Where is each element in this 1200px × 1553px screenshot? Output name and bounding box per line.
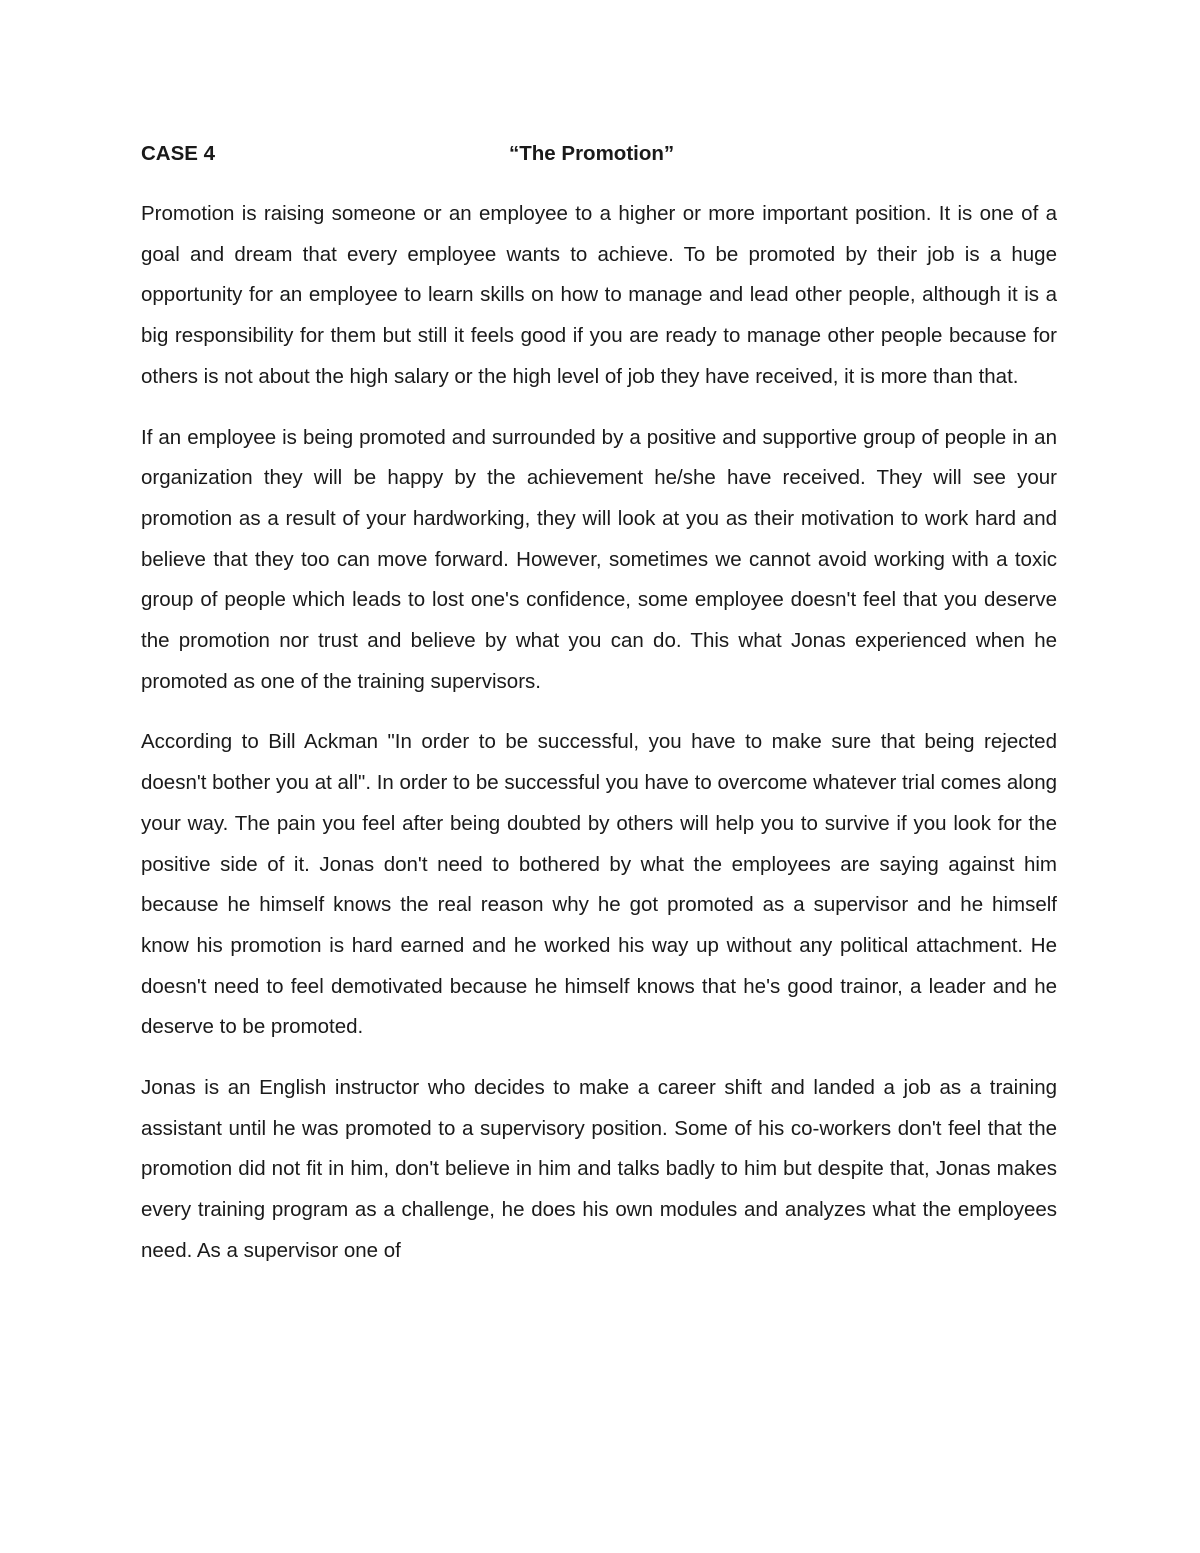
- case-heading: [141, 142, 1061, 172]
- case-label: CASE 4: [141, 142, 216, 165]
- paragraph-2: If an employee is being promoted and surrounded by a positive and supportive group of people in an organization they will be happy by the achievement he/she have received. They will see your promotion as a result of your hardworking, they will look at you as their motivation to work hard and believe that they too can move forward. However, sometimes we cannot avoid working with a toxic group of people which leads to lost one's confidence, some employee doesn't feel that you deserve the promotion nor trust and believe by what you can do. This what Jonas experienced when he promoted as one of the training supervisors.: [141, 425, 1057, 693]
- paragraph-4: Jonas is an English instructor who decides to make a career shift and landed a job as a training assistant until he was promoted to a supervisory position. Some of his co-workers don't feel that the promotion did not fit in him, don't believe in him and talks badly to him but despite that, Jonas makes every training program as a challenge, he does his own modules and analyzes what the employees need. As a supervisor one of: [141, 1076, 1057, 1262]
- paragraph-1: Promotion is raising someone or an employee to a higher or more important position. It is one of a goal and dream that every employee wants to achieve. To be promoted by their job is a huge opportunity for an employee to learn skills on how to manage and lead other people, although it is a big responsibility for them but still it feels good if you are ready to manage other people because for others is not about the high salary or the high level of job they have received, it is more than that.: [141, 202, 1057, 388]
- paragraph-3: According to Bill Ackman "In order to be successful, you have to make sure that being rejected doesn't bother you at all". In order to be successful you have to overcome whatever trial comes along your way. The pain you feel after being doubted by others will help you to survive if you look for the positive side of it. Jonas don't need to bothered by what the employees are saying against him because he himself knows the real reason why he got promoted as a supervisor and he himself know his promotion is hard earned and he worked his way up without any political attachment. He doesn't need to feel demotivated because he himself knows that he's good trainor, a leader and he deserve to be promoted.: [141, 730, 1057, 1039]
- body-text: [141, 194, 1057, 1292]
- case-title: “The Promotion”: [509, 142, 675, 165]
